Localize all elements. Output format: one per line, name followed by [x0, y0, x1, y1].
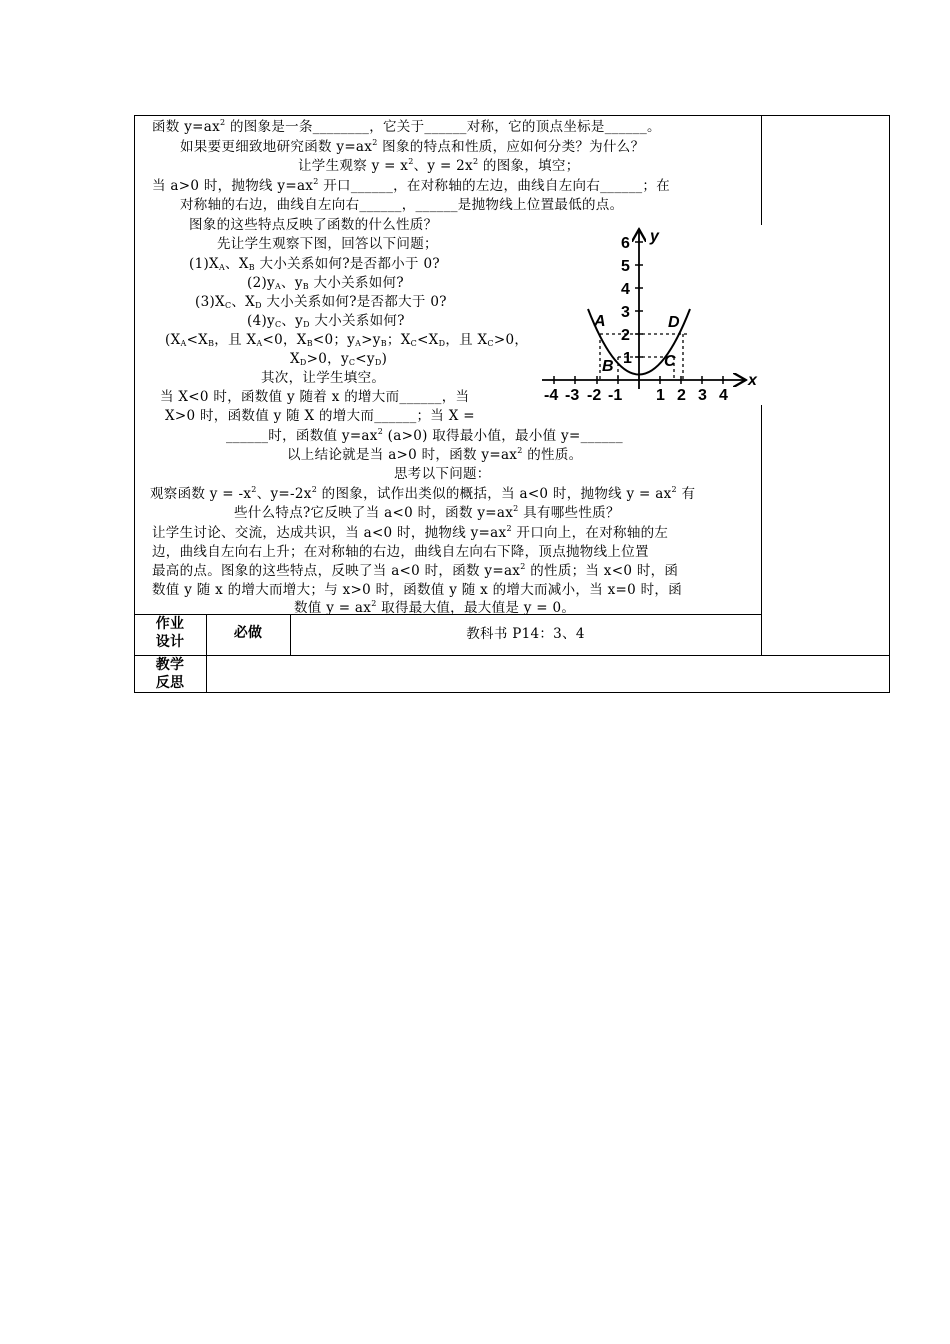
text-line-20: 观察函数 $y = -x^2$、$y=-2x^2$ 的图象，试作出类似的概括，当 a<0 时，抛物线 $y = ax^2$ 有 [150, 485, 696, 502]
x-tick-2: 2 [677, 387, 686, 404]
text-line-24: 最高的点。图象的这些特点，反映了当 a<0 时，函数 $y=ax^2$ 的性质；当 x<0 时，函 [152, 562, 679, 579]
text-line-17: ______时，函数值 $y=ax^2$ (a>0) 取得最小值，最小值 y=______ [226, 427, 623, 444]
text-line-11: $(4)y_C$、$y_D$ 大小关系如何? [247, 313, 405, 329]
text-line-1: 函数 $y=ax^2$ 的图象是一条________，它关于______对称，它的顶点坐标是______。 [152, 118, 661, 135]
point-label-a: A [594, 313, 606, 330]
text-line-5: 对称轴的右边，曲线自左向右______，______是抛物线上位置最低的点。 [180, 197, 624, 213]
point-label-b: B [602, 358, 614, 375]
text-line-18: 以上结论就是当 a>0 时，函数 $y=ax^2$ 的性质。 [287, 446, 583, 463]
text-line-21: 些什么特点?它反映了当 a<0 时，函数 $y=ax^2$ 具有哪些性质？ [234, 504, 620, 521]
x-tick-neg2: -2 [587, 387, 602, 404]
x-tick-neg3: -3 [565, 387, 580, 404]
text-line-9: $(2)y_A$、$y_B$ 大小关系如何? [247, 275, 404, 291]
point-label-d: D [668, 314, 680, 331]
row-divider-reflection [134, 655, 890, 656]
text-line-7: 先让学生观察下图，回答以下问题； [217, 236, 438, 252]
y-tick-5: 5 [621, 258, 630, 275]
point-label-c: C [664, 353, 676, 370]
text-line-10: $(3)X_C$、$X_D$ 大小关系如何?是否都大于 0? [195, 294, 447, 310]
reflection-label: 教学 反思 [155, 657, 185, 691]
y-tick-4: 4 [621, 281, 630, 298]
x-tick-1: 1 [656, 387, 665, 404]
y-tick-1: 1 [623, 350, 632, 367]
text-line-25: 数值 y 随 x 的增大而增大；与 x>0 时，函数值 y 随 x 的增大而减小，当 x=0 时，函 [152, 582, 683, 598]
text-line-2: 如果要更细致地研究函数 $y=ax^2$ 图象的特点和性质，应如何分类？为什么？ [180, 138, 645, 155]
x-tick-neg1: -1 [608, 387, 623, 404]
y-tick-6: 6 [621, 235, 630, 252]
text-line-23: 边，曲线自左向右上升；在对称轴的右边，曲线自左向右下降，顶点抛物线上位置 [152, 544, 649, 560]
text-line-8: $(1)X_A$、$X_B$ 大小关系如何?是否都小于 0? [189, 256, 440, 272]
text-line-15: 当 X<0 时，函数值 y 随着 x 的增大而______，当 [160, 389, 470, 405]
x-tick-neg4: -4 [544, 387, 559, 404]
homework-content: 教科书 P14：3、4 [466, 626, 585, 642]
text-line-12: ($X_A<X_B$，且 $X_A<0$，$X_B<0$；$y_A>y_B$；$X_C<X_D$，且 $X_C>0$， [165, 332, 529, 348]
text-line-4: 当 a>0 时，抛物线 $y=ax^2$ 开口______，在对称轴的左边，曲线自左向右______；在 [152, 177, 671, 194]
text-line-22: 让学生讨论、交流，达成共识，当 a<0 时，抛物线 $y=ax^2$ 开口向上，在对称轴的左 [152, 524, 669, 541]
x-axis-label: x [748, 372, 757, 389]
homework-label: 作业 设计 [155, 616, 185, 650]
y-axis-label: y [650, 228, 659, 245]
text-line-6: 图象的这些特点反映了函数的什么性质？ [189, 217, 438, 233]
y-tick-3: 3 [621, 304, 630, 321]
x-tick-3: 3 [698, 387, 707, 404]
text-line-3: 让学生观察 $y = x^2$、$y = 2x^2$ 的图象，填空； [298, 157, 580, 174]
parabola-graph [538, 225, 762, 405]
y-tick-2: 2 [621, 327, 630, 344]
text-line-26: 数值 $y = ax^2$ 取得最大值，最大值是 y = 0。 [294, 599, 576, 616]
text-line-19: 思考以下问题： [394, 466, 491, 482]
text-line-13: $X_D>0$，$y_C<y_D$) [290, 351, 388, 367]
homework-required-label: 必做 [233, 625, 263, 641]
text-line-14: 其次，让学生填空。 [261, 370, 386, 386]
x-tick-4: 4 [719, 387, 728, 404]
text-line-16: X>0 时，函数值 y 随 X 的增大而______；当 X = [165, 408, 475, 424]
